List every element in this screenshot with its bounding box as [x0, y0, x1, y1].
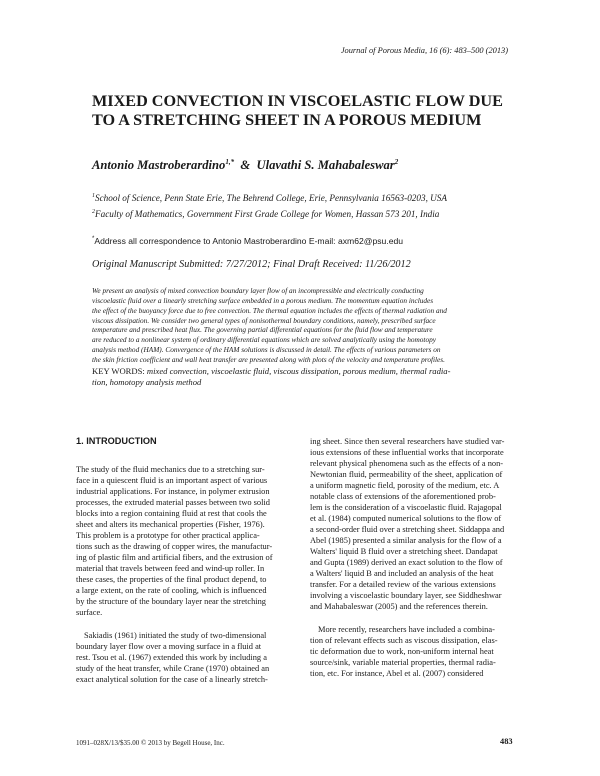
paper-title — [92, 92, 522, 130]
body-line: source/sink, variable material properties, thermal radia- — [310, 658, 496, 667]
body-line: rest. Tsou et al. (1967) extended this work by including a — [76, 653, 267, 662]
body-line: a uniform magnetic field, porosity of the medium, etc. A — [310, 481, 500, 490]
keywords-label: KEY WORDS: — [92, 366, 145, 376]
body-line: these cases, the properties of the final product depend, to — [76, 575, 267, 584]
body-line: material that travels between feed and wind-up roller. In — [76, 564, 265, 573]
affiliation-text: School of Science, Penn State Erie, The Behrend College, Erie, Pennsylvania 16563-0203, USA — [95, 193, 448, 204]
author-name: Antonio Mastroberardino — [92, 158, 226, 173]
body-line: tion of relevant effects such as viscous dissipation, elas- — [310, 636, 498, 645]
body-line: transfer. For a detailed review of the various extensions — [310, 580, 496, 589]
abstract-line: the effect of the buoyancy force due to free convection. The thermal equation includes the effects of thermal radiation and — [92, 305, 447, 315]
author-superscript: 1,* — [225, 158, 235, 166]
body-line: lem is the consideration of a viscoelastic fluid. Rajagopal — [310, 503, 502, 512]
keywords-text: mixed convection, viscoelastic fluid, viscous dissipation, porous medium, thermal radia- — [146, 366, 451, 376]
journal-reference: Journal of Porous Media, 16 (6): 483–500 (2013) — [340, 46, 508, 55]
abstract-line: the skin friction coefficient and wall heat transfer are presented along with plots of the velocity and temperature profiles. — [92, 354, 445, 364]
author-superscript: 2 — [394, 158, 399, 166]
body-line: sheet and alters its mechanical properties (Fisher, 1976). — [76, 520, 265, 529]
body-line: Newtonian fluid, permeability of the sheet, application of — [310, 470, 503, 479]
body-line: industrial applications. For instance, in polymer extrusion — [76, 487, 270, 496]
author-list — [92, 158, 398, 173]
abstract-line: temperature and prescribed heat flux. The governing partial differential equations for the fluid flow and temperature — [92, 325, 433, 335]
body-line: ing of plastic film and artificial fibers, and the extrusion of — [76, 553, 273, 562]
correspondence-marker: * — [92, 236, 95, 243]
page-number: 483 — [500, 737, 513, 746]
abstract-line: analysis method (HAM). Convergence of the HAM solutions is discussed in detail. The effects of various parameters on — [92, 345, 441, 355]
body-line: a second-order fluid over a stretching sheet. Siddappa and — [310, 525, 505, 534]
body-line: and Gupta (1989) derived an exact solution to the flow of — [310, 558, 503, 567]
body-line: tic deformation due to work, non-uniform internal heat — [310, 647, 494, 656]
body-line: Sakiadis (1961) initiated the study of two-dimensional — [84, 631, 267, 640]
body-line: study of the heat transfer, while Crane (1970) obtained an — [76, 664, 270, 673]
body-line: a Walters' liquid B and included an analysis of the heat — [310, 569, 494, 578]
affiliation — [92, 193, 447, 203]
body-line: tion, etc. For instance, Abel et al. (2007) considered — [310, 669, 484, 678]
keywords — [92, 366, 512, 389]
affiliation — [92, 209, 439, 219]
body-line: processes, the extruded material passes between two solid — [76, 498, 270, 507]
body-line: notable class of extensions of the aforementioned prob- — [310, 492, 496, 501]
manuscript-dates: Original Manuscript Submitted: 7/27/2012; Final Draft Received: 11/26/2012 — [92, 259, 411, 270]
body-line: ious extensions of these influential works that incorporate — [310, 448, 504, 457]
body-line: The study of the fluid mechanics due to a stretching sur- — [76, 465, 265, 474]
title-line: TO A STRETCHING SHEET IN A POROUS MEDIUM — [92, 111, 482, 130]
body-line: surface. — [76, 608, 103, 617]
body-column-left — [76, 464, 298, 685]
affiliation-text: Faculty of Mathematics, Government First Grade College for Women, Hassan 573 201, India — [95, 209, 440, 220]
abstract-line: viscoelastic fluid over a linearly stretching surface embedded in a porous medium. The momentum equation includes — [92, 295, 434, 305]
body-column-right — [310, 436, 532, 679]
body-line: ing sheet. Since then several researchers have studied var- — [310, 437, 505, 446]
keywords-text: tion, homotopy analysis method — [92, 377, 202, 388]
body-line: Walters' liquid B fluid over a stretching sheet. Dandapat — [310, 547, 498, 556]
body-line: exact analytical solution for the case of a linearly stretch- — [76, 675, 268, 684]
body-line: relevant physical phenomena such as the effects of a non- — [310, 459, 504, 468]
body-line: face in a quiescent fluid is an important aspect of various — [76, 476, 268, 485]
author-separator: & — [240, 158, 251, 173]
copyright-footer: 1091–028X/13/$35.00 © 2013 by Begell House, Inc. — [76, 739, 225, 747]
body-line: and Mahabaleswar (2005) and the references therein. — [310, 602, 488, 611]
abstract-line: are reduced to a nonlinear system of ordinary differential equations which are solved analytically using the homotopy — [92, 335, 436, 345]
title-line: MIXED CONVECTION IN VISCOELASTIC FLOW DUE — [92, 92, 503, 110]
body-line: tions such as the drawing of copper wires, the manufactur- — [76, 542, 273, 551]
body-line: involving a viscoelastic boundary layer, see Siddheshwar — [310, 591, 502, 600]
body-line: Abel (1985) presented a similar analysis for the flow of a — [310, 536, 502, 545]
body-line: by the structure of the boundary layer near the stretching — [76, 597, 266, 606]
abstract-line: We present an analysis of mixed convection boundary layer flow of an incompressible and electrically conducting — [92, 286, 424, 295]
body-line: blocks into a region containing fluid at rest that cools the — [76, 509, 267, 518]
affiliation-marker: 2 — [92, 209, 95, 215]
correspondence-note — [92, 236, 403, 246]
affiliation-marker: 1 — [92, 193, 95, 199]
abstract-line: viscous dissipation. We consider two general types of nonisothermal boundary conditions, namely, prescribed surface — [92, 315, 436, 325]
correspondence-text: Address all correspondence to Antonio Mastroberardino E-mail: axm62@psu.edu — [94, 236, 404, 246]
section-heading: 1. INTRODUCTION — [76, 436, 157, 446]
body-line: a large extent, on the rate of cooling, which is influenced — [76, 586, 267, 595]
body-line: et al. (1984) computed numerical solutions to the flow of — [310, 514, 502, 523]
body-line: This problem is a prototype for other practical applica- — [76, 531, 260, 540]
abstract — [92, 286, 510, 365]
body-line: boundary layer flow over a moving surface in a fluid at — [76, 642, 262, 651]
author-name: Ulavathi S. Mahabaleswar — [256, 158, 395, 173]
body-line: More recently, researchers have included a combina- — [318, 625, 495, 634]
